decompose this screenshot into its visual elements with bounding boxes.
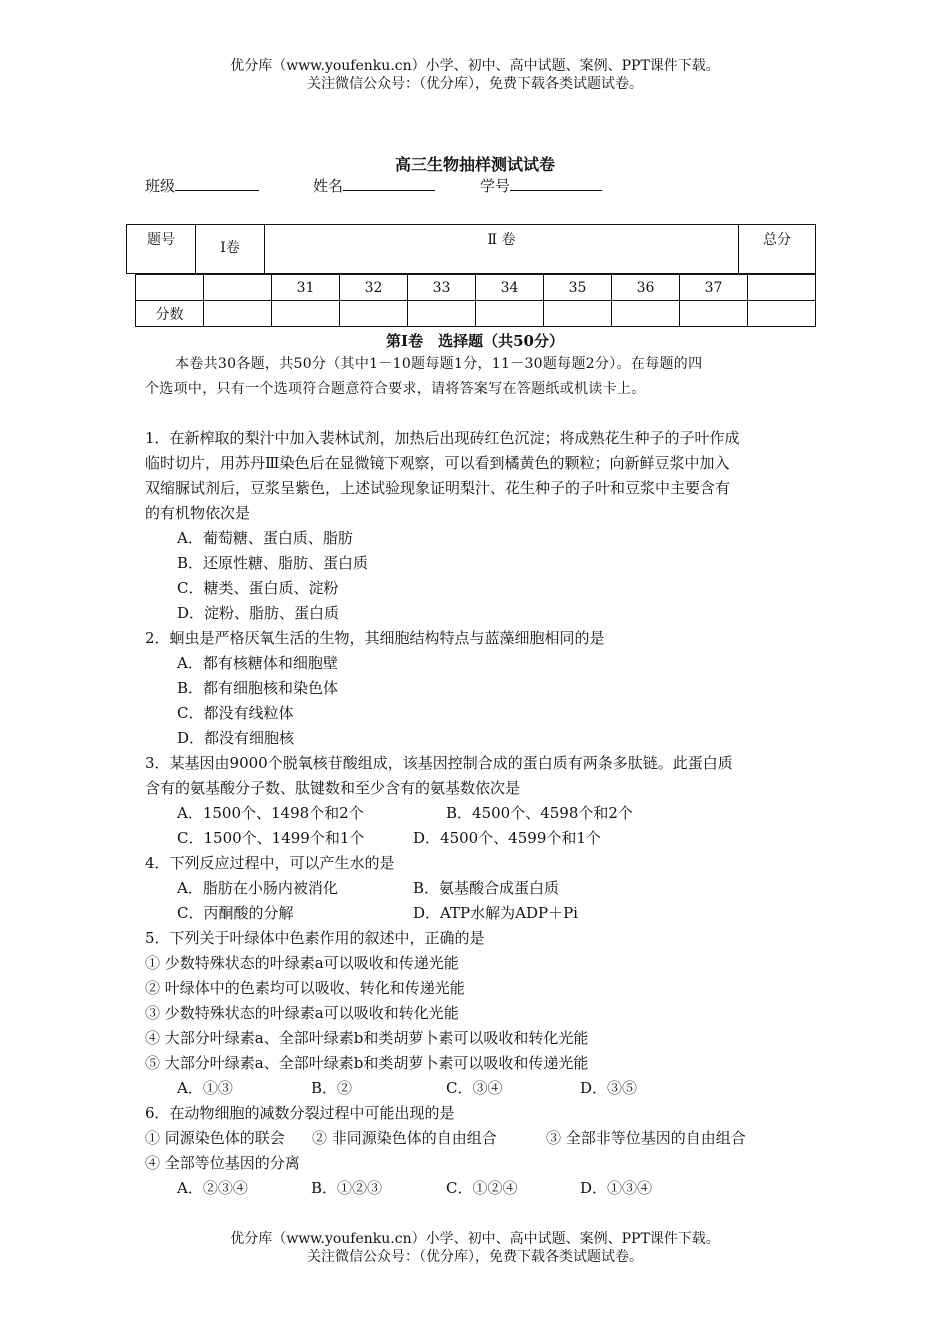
score-cell[interactable]: [544, 301, 612, 327]
score-cell[interactable]: [340, 301, 408, 327]
total-score-header: 总分: [739, 225, 816, 274]
page-title: 高三生物抽样测试试卷: [394, 155, 555, 174]
question-number: 36: [612, 275, 680, 301]
q5-option-a: A．①③: [177, 1079, 233, 1097]
q1-option-a: A．葡萄糖、蛋白质、脂肪: [177, 529, 353, 547]
section-one-heading: 第Ⅰ卷 选择题（共50分）: [386, 332, 564, 350]
q2-option-c: C．都没有线粒体: [177, 704, 294, 722]
q6-option-d: D．①③④: [580, 1179, 653, 1197]
q4-option-b: B．氨基酸合成蛋白质: [413, 879, 560, 897]
q5-statement-2: ② 叶绿体中的色素均可以吸收、转化和传递光能: [145, 979, 465, 997]
q5-stem: 5．下列关于叶绿体中色素作用的叙述中，正确的是: [145, 929, 485, 947]
q5-option-c: C．③④: [446, 1079, 503, 1097]
q3-option-d: D．4500个、4599个和1个: [413, 829, 601, 847]
q2-stem: 2．蛔虫是严格厌氧生活的生物，其细胞结构特点与蓝藻细胞相同的是: [145, 629, 605, 647]
q6-statement-1: ① 同源染色体的联会: [145, 1129, 285, 1147]
score-cell[interactable]: [680, 301, 748, 327]
q4-option-c: C．丙酮酸的分解: [177, 904, 294, 922]
question-number: 35: [544, 275, 612, 301]
q1-option-c: C．糖类、蛋白质、淀粉: [177, 579, 339, 597]
q2-option-a: A．都有核糖体和细胞壁: [177, 654, 338, 672]
q3-option-c: C．1500个、1499个和1个: [177, 829, 365, 847]
blank-cell: [748, 275, 816, 301]
q1-stem-4: 的有机物依次是: [145, 504, 251, 522]
student-id-label: 学号: [480, 177, 511, 195]
question-number: 33: [408, 275, 476, 301]
q4-option-a: A．脂肪在小肠内被消化: [177, 879, 338, 897]
q3-option-b: B．4500个、4598个和2个: [446, 804, 633, 822]
q6-stem: 6．在动物细胞的减数分裂过程中可能出现的是: [145, 1104, 455, 1122]
q3-stem-2: 含有的氨基酸分子数、肽键数和至少含有的氨基数依次是: [145, 779, 521, 797]
header-line-2: 关注微信公众号：（优分库），免费下载各类试题试卷。: [307, 76, 643, 92]
question-number: 31: [272, 275, 340, 301]
score-table-header: [126, 224, 816, 274]
footer-line-2: 关注微信公众号：（优分库），免费下载各类试题试卷。: [307, 1249, 643, 1265]
q5-statement-4: ④ 大部分叶绿素a、全部叶绿素b和类胡萝卜素可以吸收和转化光能: [145, 1029, 589, 1047]
q4-stem: 4．下列反应过程中，可以产生水的是: [145, 854, 395, 872]
score-cell[interactable]: [204, 301, 272, 327]
blank-cell: [136, 275, 204, 301]
q6-statement-4: ④ 全部等位基因的分离: [145, 1154, 300, 1172]
question-number: 37: [680, 275, 748, 301]
q6-option-b: B．①②③: [311, 1179, 383, 1197]
header-line-1: 优分库（www.youfenku.cn）小学、初中、高中试题、案例、PPT课件下载。: [230, 58, 720, 74]
score-cell[interactable]: [748, 301, 816, 327]
q5-option-d: D．③⑤: [580, 1079, 638, 1097]
q4-option-d: D．ATP水解为ADP＋Pi: [413, 904, 578, 922]
class-label: 班级: [145, 177, 176, 195]
q3-stem-1: 3．某基因由9000个脱氧核苷酸组成，该基因控制合成的蛋白质有两条多肽链。此蛋白质: [145, 754, 733, 772]
section-intro-line-2: 个选项中，只有一个选项符合题意符合要求，请将答案写在答题纸或机读卡上。: [145, 381, 646, 397]
score-cell[interactable]: [612, 301, 680, 327]
q2-option-d: D．都没有细胞核: [177, 729, 295, 747]
q6-statement-2: ② 非同源染色体的自由组合: [312, 1129, 497, 1147]
q6-option-c: C．①②④: [446, 1179, 518, 1197]
q5-statement-5: ⑤ 大部分叶绿素a、全部叶绿素b和类胡萝卜素可以吸收和传递光能: [145, 1054, 589, 1072]
question-number-header: 题号: [127, 225, 196, 274]
score-table: [135, 274, 816, 327]
question-number: 32: [340, 275, 408, 301]
question-number: 34: [476, 275, 544, 301]
part-one-header: Ⅰ卷: [196, 225, 265, 274]
q6-option-a: A．②③④: [177, 1179, 248, 1197]
q1-stem-2: 临时切片，用苏丹Ⅲ染色后在显微镜下观察，可以看到橘黄色的颗粒；向新鲜豆浆中加入: [145, 454, 730, 472]
footer-line-1: 优分库（www.youfenku.cn）小学、初中、高中试题、案例、PPT课件下载。: [230, 1231, 720, 1247]
q1-stem-3: 双缩脲试剂后，豆浆呈紫色，上述试验现象证明梨汁、花生种子的子叶和豆浆中主要含有: [145, 479, 731, 497]
class-field[interactable]: [145, 176, 259, 196]
score-label: 分数: [136, 301, 204, 327]
student-id-field[interactable]: [480, 176, 602, 196]
blank-cell: [204, 275, 272, 301]
q6-statement-3: ③ 全部非等位基因的自由组合: [546, 1129, 746, 1147]
q2-option-b: B．都有细胞核和染色体: [177, 679, 339, 697]
q3-option-a: A．1500个、1498个和2个: [177, 804, 364, 822]
score-cell[interactable]: [476, 301, 544, 327]
name-field[interactable]: [313, 176, 435, 196]
q5-statement-1: ① 少数特殊状态的叶绿素a可以吸收和传递光能: [145, 954, 459, 972]
name-label: 姓名: [313, 177, 344, 195]
q1-stem-1: 1．在新榨取的梨汁中加入裴林试剂，加热后出现砖红色沉淀；将成熟花生种子的子叶作成: [145, 429, 740, 447]
score-cell[interactable]: [272, 301, 340, 327]
q1-option-b: B．还原性糖、脂肪、蛋白质: [177, 554, 369, 572]
q5-statement-3: ③ 少数特殊状态的叶绿素a可以吸收和转化光能: [145, 1004, 459, 1022]
q5-option-b: B．②: [311, 1079, 353, 1097]
section-intro-line-1: 本卷共30各题，共50分（其中1－10题每题1分，11－30题每题2分）。在每题的四: [175, 356, 703, 372]
score-cell[interactable]: [408, 301, 476, 327]
q1-option-d: D．淀粉、脂肪、蛋白质: [177, 604, 340, 622]
part-two-header: Ⅱ 卷: [265, 225, 739, 274]
